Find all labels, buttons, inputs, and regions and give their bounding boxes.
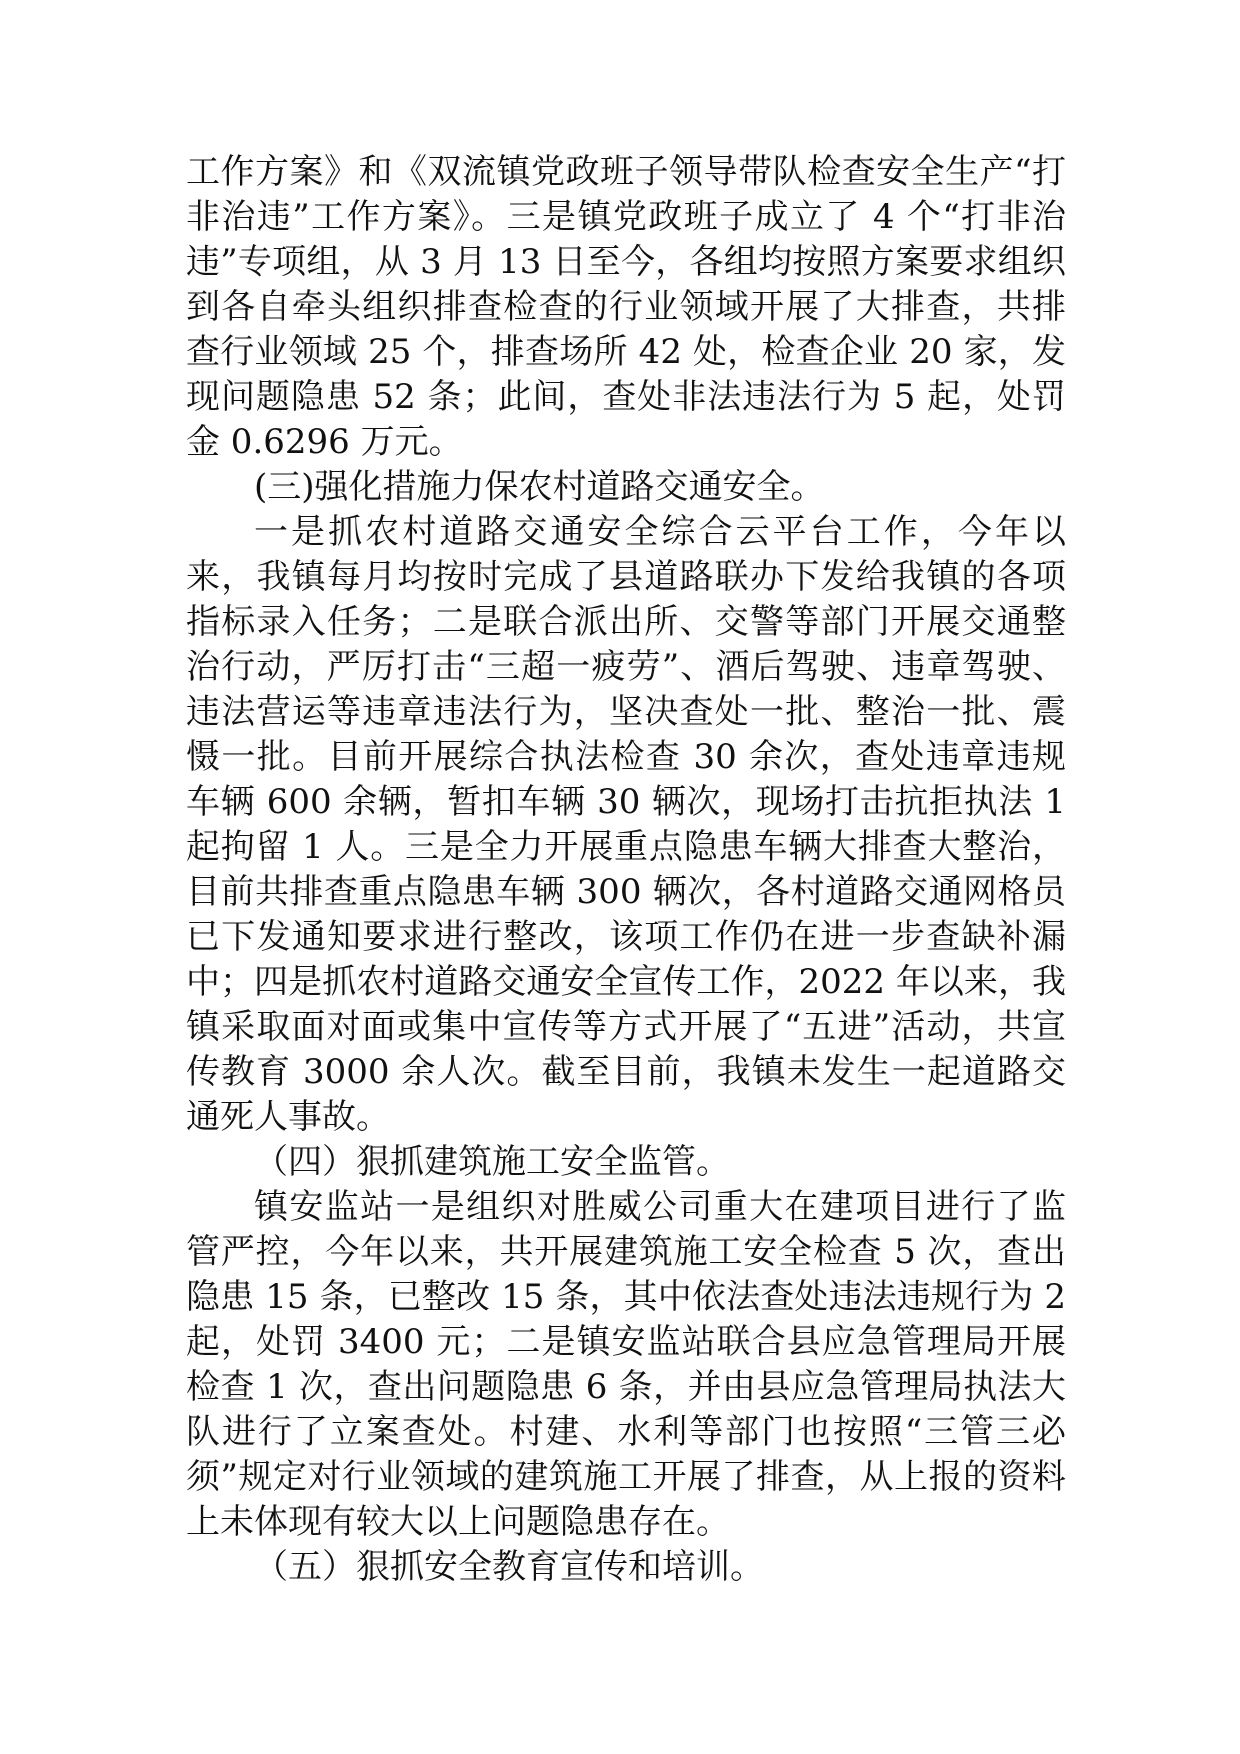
section-heading-construction-safety: （四）狠抓建筑施工安全监管。 [254,1142,730,1182]
section-heading-safety-education: （五）狠抓安全教育宣传和培训。 [254,1547,764,1587]
document-page [186,150,1066,1590]
section-heading-rural-road-safety: (三)强化措施力保农村道路交通安全。 [254,467,825,507]
paragraph-construction-safety: 镇安监站一是组织对胜威公司重大在建项目进行了监管严控，今年以来，共开展建筑施工安全检查 5 次，查出隐患 15 条，已整改 15 条，其中依法查处违法违规行为 2 起，处罚 3400 元；二是镇安监站联合县应急管理局开展检查 1 次，查出问题隐患 6 条，并由县应急管理局执法大队进行了立案查处。村建、水利等部门也按照“三管三必须”规定对行业领域的建筑施工开展了排查，从上报的资料上未体现有较大以上问题隐患存在。 [186,1187,1066,1542]
paragraph-rural-road-safety: 一是抓农村道路交通安全综合云平台工作，今年以来，我镇每月均按时完成了县道路联办下发给我镇的各项指标录入任务；二是联合派出所、交警等部门开展交通整治行动，严厉打击“三超一疲劳”、酒后驾驶、违章驾驶、违法营运等违章违法行为，坚决查处一批、整治一批、震慑一批。目前开展综合执法检查 30 余次，查处违章违规车辆 600 余辆，暂扣车辆 30 辆次，现场打击抗拒执法 1 起拘留 1 人。三是全力开展重点隐患车辆大排查大整治，目前共排查重点隐患车辆 300 辆次，各村道路交通网格员已下发通知要求进行整改，该项工作仍在进一步查缺补漏中；四是抓农村道路交通安全宣传工作，2022 年以来，我镇采取面对面或集中宣传等方式开展了“五进”活动，共宣传教育 3000 余人次。截至目前，我镇未发生一起道路交通死人事故。 [186,512,1066,1137]
paragraph-work-plan-continuation: 工作方案》和《双流镇党政班子领导带队检查安全生产“打非治违”工作方案》。三是镇党政班子成立了 4 个“打非治违”专项组，从 3 月 13 日至今，各组均按照方案要求组织到各自牵头组织排查检查的行业领域开展了大排查，共排查行业领域 25 个，排查场所 42 处，检查企业 20 家，发现问题隐患 52 条；此间，查处非法违法行为 5 起，处罚金 0.6296 万元。 [186,152,1066,462]
